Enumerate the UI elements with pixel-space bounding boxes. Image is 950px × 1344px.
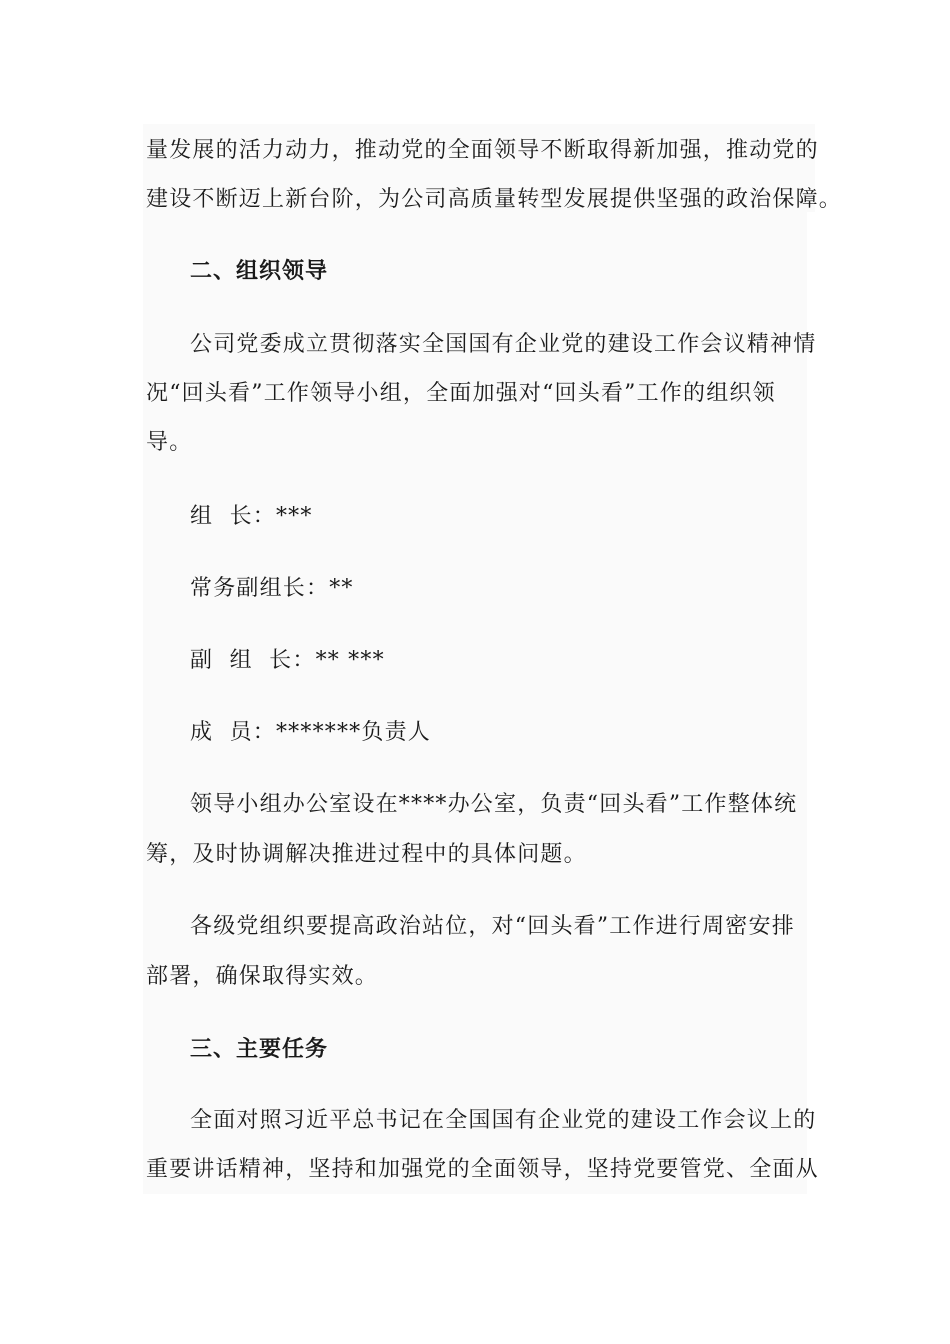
- executive-deputy-leader-line: 常务副组长：**: [190, 576, 354, 601]
- section-2-paragraph-2-line-1: 领导小组办公室设在****办公室，负责“回头看”工作整体统: [190, 792, 798, 817]
- section-2-paragraph-3-line-2: 部署，确保取得实效。: [146, 964, 379, 989]
- section-3-heading: 三、主要任务: [190, 1037, 329, 1062]
- section-2-heading: 二、组织领导: [190, 259, 329, 284]
- members-line: 成 员：*******负责人: [190, 720, 431, 745]
- section-3-paragraph-1-line-1: 全面对照习近平总书记在全国国有企业党的建设工作会议上的: [190, 1108, 817, 1133]
- deputy-leader-line: 副 组 长：** ***: [190, 648, 385, 673]
- section-2-paragraph-1-line-1: 公司党委成立贯彻落实全国国有企业党的建设工作会议精神情: [190, 332, 817, 357]
- intro-line-2: 建设不断迈上新台阶，为公司高质量转型发展提供坚强的政治保障。: [146, 187, 843, 212]
- section-2-paragraph-1-line-2: 况“回头看”工作领导小组，全面加强对“回头看”工作的组织领: [146, 381, 776, 406]
- intro-line-1: 量发展的活力动力，推动党的全面领导不断取得新加强，推动党的: [146, 138, 819, 163]
- section-2-paragraph-2-line-2: 筹，及时协调解决推进过程中的具体问题。: [146, 842, 587, 867]
- section-2-paragraph-1-line-3: 导。: [146, 430, 193, 455]
- section-3-paragraph-1-line-2: 重要讲话精神，坚持和加强党的全面领导，坚持党要管党、全面从: [146, 1157, 819, 1182]
- section-2-paragraph-3-line-1: 各级党组织要提高政治站位，对“回头看”工作进行周密安排: [190, 914, 795, 939]
- group-leader-line: 组 长：***: [190, 504, 313, 529]
